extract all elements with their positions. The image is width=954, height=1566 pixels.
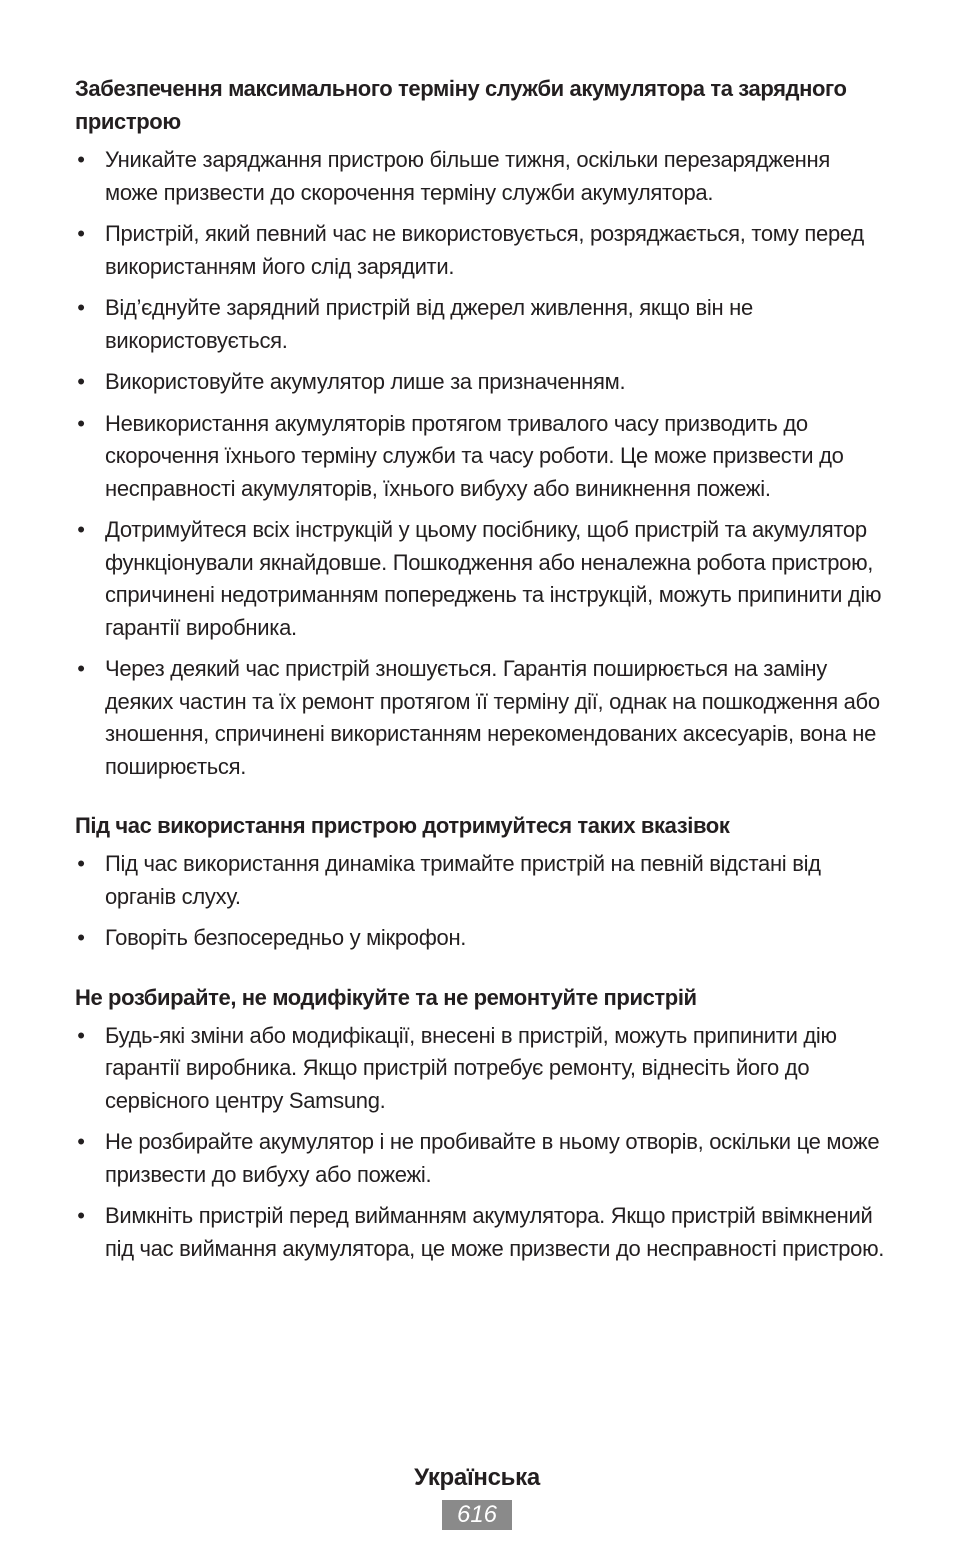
bullet-list bbox=[75, 848, 887, 955]
list-item-text: Уникайте заряджання пристрою більше тижня, оскільки перезарядження може призвести до скорочення терміну служби акумулятора. bbox=[105, 147, 830, 205]
list-item bbox=[75, 408, 887, 506]
list-item-text: Не розбирайте акумулятор і не пробивайте в ньому отворів, оскільки це може призвести до вибуху або пожежі. bbox=[105, 1129, 880, 1187]
document-body bbox=[75, 72, 887, 1274]
list-item bbox=[75, 292, 887, 357]
page-footer bbox=[0, 1462, 954, 1530]
list-item bbox=[75, 653, 887, 783]
list-item bbox=[75, 218, 887, 283]
list-item-text: Говоріть безпосередньо у мікрофон. bbox=[105, 925, 467, 950]
bullet-mark: • bbox=[77, 851, 85, 876]
bullet-mark: • bbox=[77, 517, 85, 542]
page-number: 616 bbox=[442, 1500, 512, 1530]
bullet-list bbox=[75, 1020, 887, 1266]
list-item-text: Використовуйте акумулятор лише за призначенням. bbox=[105, 369, 626, 394]
list-item bbox=[75, 366, 887, 399]
footer-language: Українська bbox=[414, 1464, 540, 1491]
section-heading: Під час використання пристрою дотримуйтеся таких вказівок bbox=[75, 813, 730, 838]
bullet-mark: • bbox=[77, 1022, 85, 1048]
list-item bbox=[75, 144, 887, 209]
bullet-mark: • bbox=[77, 147, 85, 172]
section-no-disassembly bbox=[75, 981, 887, 1266]
list-item bbox=[75, 922, 887, 955]
list-item-text: Від’єднуйте зарядний пристрій від джерел живлення, якщо він не використовується. bbox=[105, 295, 753, 353]
list-item bbox=[75, 848, 887, 913]
section-battery-life bbox=[75, 72, 887, 783]
bullet-mark: • bbox=[77, 1203, 85, 1228]
bullet-mark: • bbox=[77, 410, 85, 436]
list-item-text: Будь-які зміни або модифікації, внесені в пристрій, можуть припинити дію гарантії виробника. Якщо пристрій потребує ремонту, віднесіть його до сервісного центру Samsung. bbox=[105, 1022, 837, 1113]
section-heading: Забезпечення максимального терміну служби акумулятора та зарядного пристрою bbox=[75, 76, 847, 134]
bullet-mark: • bbox=[77, 1129, 85, 1154]
list-item bbox=[75, 1020, 887, 1118]
list-item bbox=[75, 1200, 887, 1265]
list-item bbox=[75, 514, 887, 644]
list-item bbox=[75, 1126, 887, 1191]
list-item-text: Через деякий час пристрій зношується. Гарантія поширюється на заміну деяких частин та їх ремонт протягом її терміну дії, однак на пошкодження або зношення, спричинені використанням нерекомендованих аксесуарів, вона не поширюється. bbox=[105, 656, 880, 779]
list-item-text: Дотримуйтеся всіх інструкцій у цьому посібнику, щоб пристрій та акумулятор функціонували якнайдовше. Пошкодження або неналежна робота пристрою, спричинені недотриманням попереджень та інструкцій, можуть припинити дію гарантії виробника. bbox=[105, 517, 882, 640]
section-usage-guidelines bbox=[75, 809, 887, 955]
bullet-mark: • bbox=[77, 369, 85, 394]
list-item-text: Невикористання акумуляторів протягом тривалого часу призводить до скорочення їхнього терміну служби та часу роботи. Це може призвести до несправності акумуляторів, їхнього вибуху або виникнення пожежі. bbox=[105, 410, 844, 501]
bullet-mark: • bbox=[77, 925, 85, 950]
bullet-mark: • bbox=[77, 656, 85, 681]
bullet-mark: • bbox=[77, 295, 85, 320]
list-item-text: Під час використання динаміка тримайте пристрій на певній відстані від органів слуху. bbox=[105, 851, 821, 909]
section-heading: Не розбирайте, не модифікуйте та не ремонтуйте пристрій bbox=[75, 984, 697, 1010]
bullet-list bbox=[75, 144, 887, 783]
bullet-mark: • bbox=[77, 221, 85, 246]
list-item-text: Вимкніть пристрій перед вийманням акумулятора. Якщо пристрій ввімкнений під час виймання акумулятора, це може призвести до несправності пристрою. bbox=[105, 1203, 885, 1261]
list-item-text: Пристрій, який певний час не використовується, розряджається, тому перед використанням його слід зарядити. bbox=[105, 221, 864, 279]
